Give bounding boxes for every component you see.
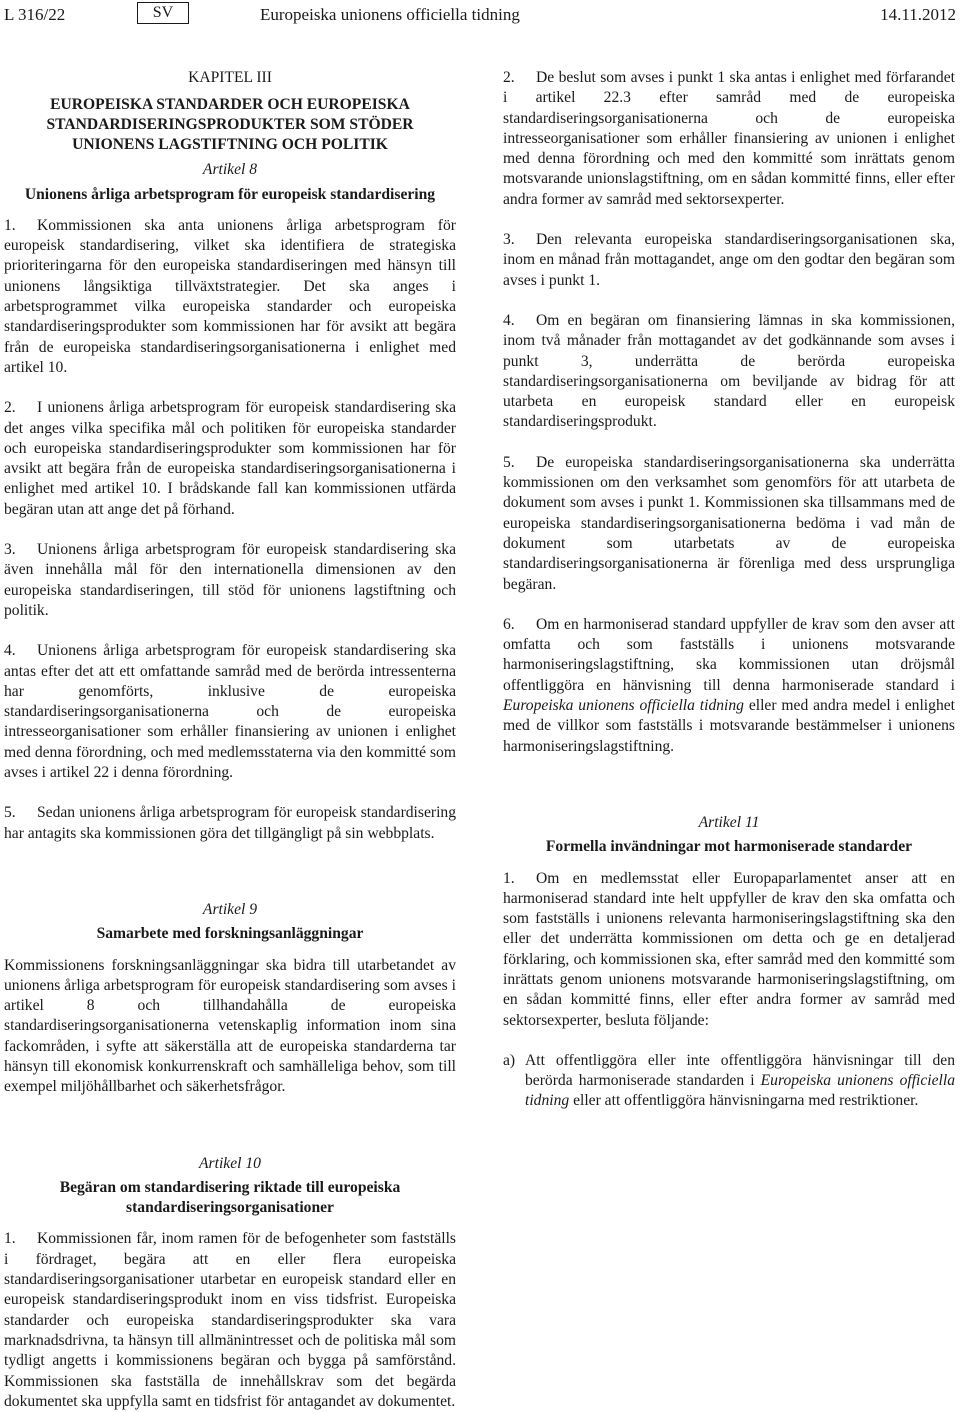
art11-paragraph-1: 1. Om en medlemsstat eller Europaparlamentet anser att en harmoniserad standard inte helt uppfyller de krav den ska omfatta och som fastställs i unionens relevanta harmoniseringslagstiftning ska den eller det underrätta kommissionen om detta och ge en detaljerad förklaring, och kommissionen ska, efter samråd med den kommitté som inrättats genom unionens motsvarande harmoniseringslagstiftning, om en sådan kommitté finns, eller efter andra former av samråd med sektorsexperter, besluta följande: <box>503 869 955 1029</box>
art10-paragraph-6: 6. Om en harmoniserad standard uppfyller de krav som den avser att omfatta och som fastställs i unionens motsvarande harmoniseringslagstiftning, ska kommissionen utan dröjsmål offentliggöra en hänvisning till denna harmoniserade standard i Europeiska unionens officiella tidning eller med andra medel i enlighet med de villkor som fastställs i motsvarande bestämmelser i unionens harmoniseringslagstiftning. <box>503 615 955 755</box>
publication-date: 14.11.2012 <box>880 5 956 24</box>
article-8-label: Artikel 8 <box>202 161 258 179</box>
art8-paragraph-4: 4. Unionens årliga arbetsprogram för europeisk standardisering ska antas efter det att ett omfattande samråd med de berörda intressenterna har genomförts, inklusive de europeiska standardiseringsorganisationerna och de europeiska intresseorganisationer som erhåller finansiering av unionen i enlighet med denna förordning, och med medlemsstaterna via den kommitté som avses i artikel 22 i denna förordning. <box>4 642 456 782</box>
art8-paragraph-3: 3. Unionens årliga arbetsprogram för europeisk standardisering ska även innehålla mål för den internationella dimensionen av den europeiska standardiseringen, till stöd för unionens lagstiftning och politik. <box>4 541 456 619</box>
article-10-label: Artikel 10 <box>199 1154 261 1172</box>
art10-paragraph-3: 3. Den relevanta europeiska standardiseringsorganisationen ska, inom en månad från mottagandet, ange om den godtar den begäran som avses i punkt 1. <box>503 231 955 289</box>
page-header <box>4 2 956 28</box>
art8-paragraph-1: 1. Kommissionen ska anta unionens årliga arbetsprogram för europeisk standardisering, vilket ska identifiera de strategiska prioriteringarna för den europeiska standardiseringen med hänsyn till unionens långsiktiga tillväxtstrategier. Det ska anges i arbetsprogrammet vilka europeiska standarder och europeiska standardiseringsprodukter som kommissionen har för avsikt att begära från de europeiska standardiseringsorganisationerna i enlighet med artikel 10. <box>4 216 456 376</box>
page-number: L 316/22 <box>4 5 66 24</box>
article-9-label: Artikel 9 <box>202 900 258 918</box>
art10-paragraph-5: 5. De europeiska standardiseringsorganisationerna ska underrätta kommissionen om den verksamhet som genomförs för att utarbeta de dokument som avses i punkt 1. Kommissionen ska tillsammans med de europeiska standardiseringsorganisationerna bedöma i vad mån de dokument som utarbetats av de europeiska standardiseringsorganisationerna är förenliga med dess ursprungliga begäran. <box>503 453 955 593</box>
article-9-title: Samarbete med forskningsanläggningar <box>96 925 364 943</box>
article-11-label: Artikel 11 <box>698 813 760 831</box>
journal-title: Europeiska unionens officiella tidning <box>260 5 520 24</box>
article-11-title: Formella invändningar mot harmoniserade standarder <box>545 838 913 856</box>
article-8-title: Unionens årliga arbetsprogram för europeisk standardisering <box>24 185 436 203</box>
language-box: SV <box>137 2 189 24</box>
art10-paragraph-4: 4. Om en begäran om finansiering lämnas in ska kommissionen, inom två månader från mottagandet av det godkännande som avses i punkt 3, underrätta de berörda europeiska standardiseringsorganisationerna om beviljande av bidrag för att utarbeta en europeisk standard eller en europeisk standardiseringsprodukt. <box>503 311 955 431</box>
article-10-title: Begäran om standardisering riktade till europeiska standardiseringsorganisationer <box>59 1178 401 1217</box>
art8-paragraph-2: 2. I unionens årliga arbetsprogram för europeisk standardisering ska det anges vilka specifika mål och politiken för europeiska standarder och europeiska standardiseringsprodukter som kommissionen har för avsikt att begära från de europeiska standardiseringsorganisationerna i enlighet med artikel 10. I brådskande fall kan kommissionen utfärda begäran utan att ange det på förhand. <box>4 399 456 518</box>
art10-paragraph-2: 2. De beslut som avses i punkt 1 ska antas i enlighet med förfarandet i artikel 22.3 efter samråd med de europeiska standardiseringsorganisationerna och de europeiska intresseorganisationer som erhåller finansiering av unionen i enlighet med denna förordning och med den kommitté som inrättats genom motsvarande unionslagstiftning, om en sådan kommitté finns, eller efter andra former av samråd med sektorsexperter. <box>503 69 955 208</box>
right-column <box>503 68 955 1112</box>
art11-list-item-a: a) Att offentliggöra eller inte offentliggöra hänvisningar till den berörda harmoniserade standarden i Europeiska unionens officiella tidning eller att offentliggöra hänvisningarna med restriktioner. <box>503 1051 955 1110</box>
journal-reference: Europeiska unionens officiella tidning <box>525 1072 955 1110</box>
journal-reference: Europeiska unionens officiella tidning <box>503 697 744 715</box>
art9-paragraph: Kommissionens forskningsanläggningar ska bidra till utarbetandet av unionens årliga arbetsprogram för europeisk standardisering som avses i artikel 8 och tillhandahålla de europeiska standardiseringsorganisationerna vetenskaplig information inom sina fackområden, i syfte att säkerställa att de europeiska standarderna tar hänsyn till ekonomisk konkurrenskraft och samhälleliga behov, som till exempel miljöhållbarhet och säkerhetsfrågor. <box>4 956 456 1096</box>
art10-paragraph-1: 1. Kommissionen får, inom ramen för de befogenheter som fastställs i fördraget, begära att en eller flera europeiska standardiseringsorganisationer utarbetar en europeisk standard eller en europeisk standardiseringsprodukt inom en viss tidsfrist. Europeiska standarder och europeiska standardiseringsprodukter ska vara marknadsdrivna, ta hänsyn till allmänintresset och de politiska mål som tydligt angetts i kommissionens begäran och bygga på samförstånd. Kommissionen ska fastställa de innehållskrav som det begärda dokumentet ska uppfylla samt en tidsfrist för antagandet av dokumentet. <box>4 1230 456 1410</box>
chapter-label: KAPITEL III <box>188 69 272 86</box>
art8-paragraph-5: 5. Sedan unionens årliga arbetsprogram för europeisk standardisering har antagits ska kommissionen göra det tillgängligt på sin webbplats. <box>4 804 456 842</box>
chapter-title: EUROPEISKA STANDARDER OCH EUROPEISKA STANDARDISERINGSPRODUKTER SOM STÖDER UNIONENS LAGSTIFTNING OCH POLITIK <box>46 96 414 154</box>
left-column <box>4 68 456 1412</box>
